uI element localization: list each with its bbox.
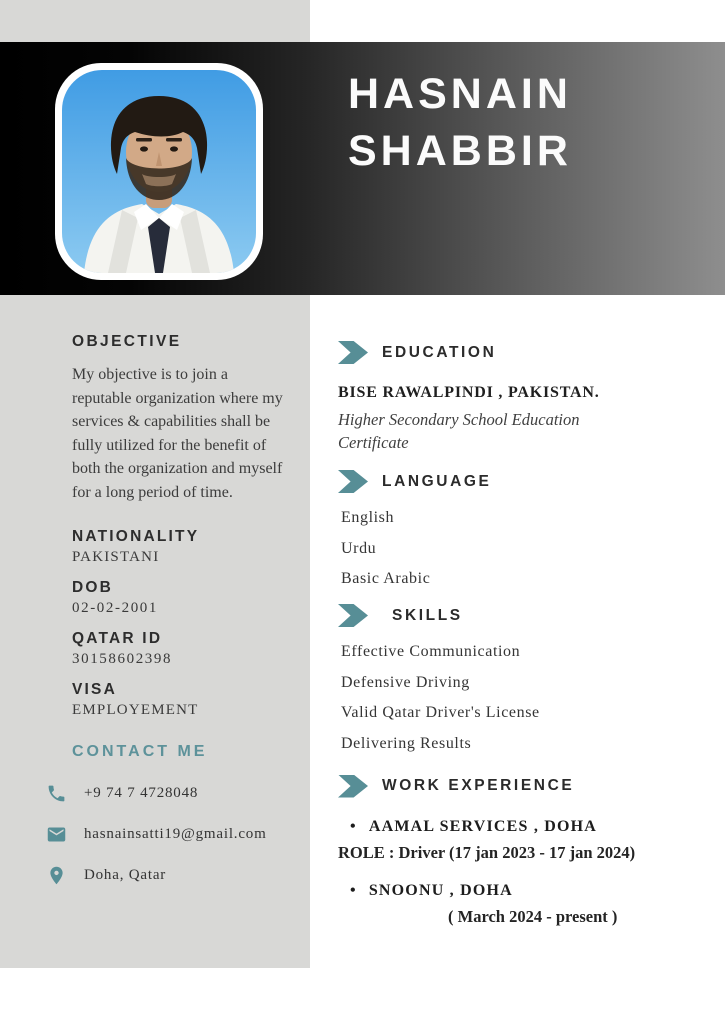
language-item: Basic Arabic [341, 570, 431, 587]
job-company: • SNOONU , DOHA [338, 882, 707, 900]
arrow-right-icon [338, 775, 368, 798]
qatar-id-label: QATAR ID [72, 630, 163, 647]
profile-photo-image [62, 70, 256, 273]
candidate-name [348, 66, 572, 180]
skill-item: Valid Qatar Driver's License [341, 704, 540, 721]
arrow-right-icon [338, 341, 368, 364]
job-company: • AAMAL SERVICES , DOHA [338, 818, 707, 836]
visa-value: EMPLOYEMENT [72, 702, 199, 718]
contact-row-email [46, 824, 284, 845]
skill-item: Defensive Driving [341, 673, 470, 691]
language-heading-label: LANGUAGE [382, 472, 492, 490]
skills-section-heading [338, 604, 707, 627]
education-heading-label: EDUCATION [382, 343, 497, 361]
location-pin-icon [46, 865, 67, 886]
arrow-right-icon [338, 604, 368, 627]
work-section-heading [338, 775, 707, 798]
personal-details [72, 528, 284, 719]
language-list [338, 509, 707, 588]
language-item: English [341, 509, 395, 526]
education-entry [338, 384, 707, 454]
contact-row-location [46, 865, 284, 886]
education-school: BISE RAWALPINDI , PAKISTAN. [338, 384, 600, 401]
job-entry [338, 882, 707, 927]
job-entry [338, 818, 707, 863]
qatar-id-value: 30158602398 [72, 651, 173, 667]
language-item: Urdu [341, 539, 377, 557]
objective-text: My objective is to join a reputable organization where my services & capabilities shall be fully utilized for the benefit of both the organization and myself for a long period of time. [72, 366, 283, 501]
skill-item: Delivering Results [341, 734, 472, 752]
work-heading-label: WORK EXPERIENCE [382, 777, 575, 794]
contact-row-phone [46, 783, 284, 804]
main-content [310, 295, 725, 968]
name-line-1: HASNAIN [348, 70, 572, 118]
nationality-value: PAKISTANI [72, 549, 160, 565]
language-section-heading [338, 470, 707, 493]
profile-photo [55, 63, 263, 280]
top-left-gray-strip [0, 0, 310, 42]
arrow-right-icon [338, 470, 368, 493]
name-line-2: SHABBIR [348, 127, 572, 175]
objective-heading: OBJECTIVE [72, 333, 182, 350]
contact-list [72, 783, 284, 886]
skills-list [338, 643, 707, 753]
nationality-label: NATIONALITY [72, 528, 200, 545]
education-section-heading [338, 341, 707, 364]
sidebar [0, 295, 310, 968]
education-degree: Higher Secondary School Education Certificate [338, 410, 580, 452]
contact-heading: CONTACT ME [72, 743, 208, 760]
envelope-icon [46, 824, 67, 845]
job-role: ROLE : Driver (17 jan 2023 - 17 jan 2024) [338, 842, 636, 862]
visa-label: VISA [72, 681, 117, 698]
phone-number: +9 74 7 4728048 [84, 785, 199, 801]
skill-item: Effective Communication [341, 643, 521, 660]
skills-heading-label: SKILLS [392, 606, 463, 624]
location-text: Doha, Qatar [84, 867, 167, 883]
dob-label: DOB [72, 579, 114, 596]
dob-value: 02-02-2001 [72, 600, 158, 616]
email-address: hasnainsatti19@gmail.com [84, 826, 267, 842]
work-experience-list [338, 818, 707, 927]
phone-icon [46, 783, 67, 804]
job-role: ( March 2024 - present ) [448, 906, 618, 926]
